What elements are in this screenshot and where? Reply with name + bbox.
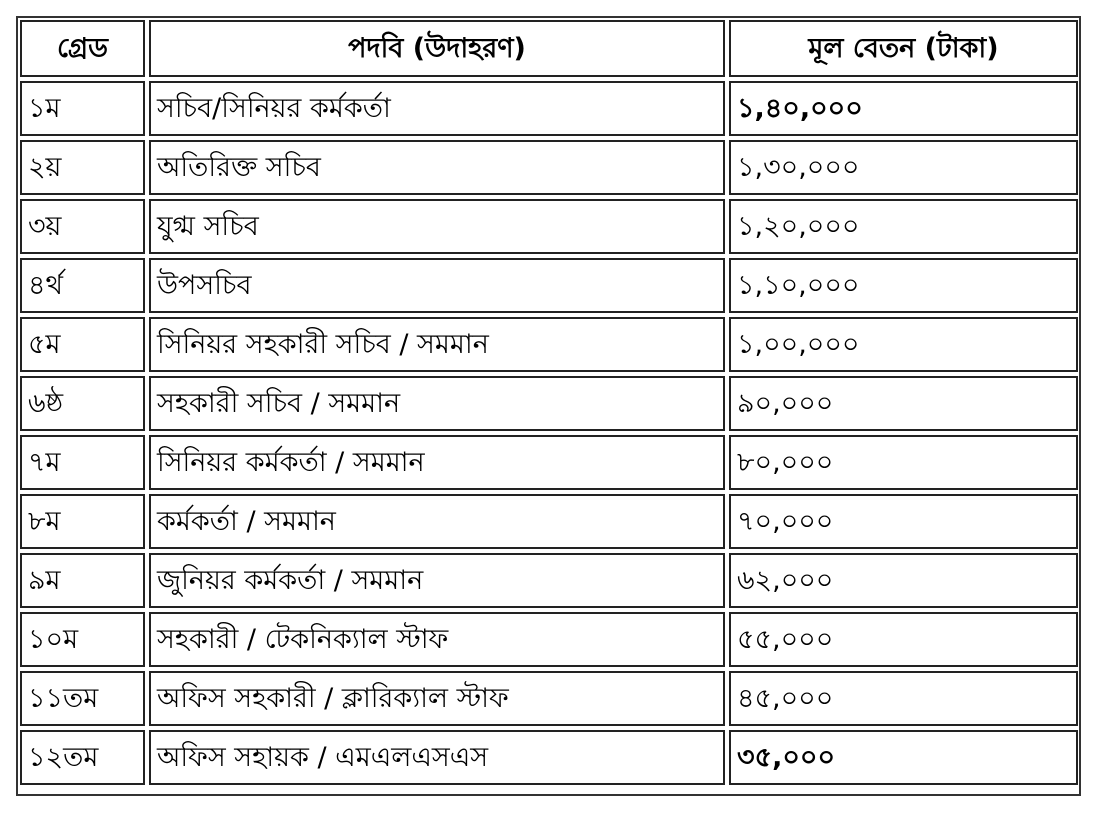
row-7-salary-cell: ৮০,০০০ — [729, 435, 1078, 490]
row-10-title-cell: সহকারী / টেকনিক্যাল স্টাফ — [149, 612, 725, 667]
row-1-title-cell: সচিব/সিনিয়র কর্মকর্তা — [149, 81, 725, 136]
header-grade: গ্রেড — [20, 20, 145, 77]
row-5-salary-cell: ১,০০,০০০ — [729, 317, 1078, 372]
row-11-title-cell: অফিস সহকারী / ক্লারিক্যাল স্টাফ — [149, 671, 725, 726]
row-8-title-cell: কর্মকর্তা / সমমান — [149, 494, 725, 549]
row-6-salary-cell: ৯০,০০০ — [729, 376, 1078, 431]
row-1-salary-cell: ১,৪০,০০০ — [729, 81, 1078, 136]
row-3-title-cell: যুগ্ম সচিব — [149, 199, 725, 254]
row-12-title-cell: অফিস সহায়ক / এমএলএসএস — [149, 730, 725, 785]
row-6-grade-cell: ৬ষ্ঠ — [20, 376, 145, 431]
row-9-title-cell: জুনিয়র কর্মকর্তা / সমমান — [149, 553, 725, 608]
row-6-title-cell: সহকারী সচিব / সমমান — [149, 376, 725, 431]
row-2-grade-cell: ২য় — [20, 140, 145, 195]
row-7-title-cell: সিনিয়র কর্মকর্তা / সমমান — [149, 435, 725, 490]
row-4-salary-cell: ১,১০,০০০ — [729, 258, 1078, 313]
row-9-salary-cell: ৬২,০০০ — [729, 553, 1078, 608]
salary-grade-table — [20, 20, 1078, 793]
row-12-salary-cell: ৩৫,০০০ — [729, 730, 1078, 785]
row-3-salary-cell: ১,২০,০০০ — [729, 199, 1078, 254]
header-salary: মূল বেতন (টাকা) — [729, 20, 1078, 77]
row-7-grade-cell: ৭ম — [20, 435, 145, 490]
row-4-grade-cell: ৪র্থ — [20, 258, 145, 313]
row-2-title-cell: অতিরিক্ত সচিব — [149, 140, 725, 195]
row-9-grade-cell: ৯ম — [20, 553, 145, 608]
row-11-salary-cell: ৪৫,০০০ — [729, 671, 1078, 726]
header-title: পদবি (উদাহরণ) — [149, 20, 725, 77]
row-5-grade-cell: ৫ম — [20, 317, 145, 372]
row-1-grade-cell: ১ম — [20, 81, 145, 136]
row-11-grade-cell: ১১তম — [20, 671, 145, 726]
row-10-grade-cell: ১০ম — [20, 612, 145, 667]
row-4-title-cell: উপসচিব — [149, 258, 725, 313]
row-2-salary-cell: ১,৩০,০০০ — [729, 140, 1078, 195]
row-8-grade-cell: ৮ম — [20, 494, 145, 549]
row-3-grade-cell: ৩য় — [20, 199, 145, 254]
row-8-salary-cell: ৭০,০০০ — [729, 494, 1078, 549]
row-12-grade-cell: ১২তম — [20, 730, 145, 785]
row-5-title-cell: সিনিয়র সহকারী সচিব / সমমান — [149, 317, 725, 372]
row-10-salary-cell: ৫৫,০০০ — [729, 612, 1078, 667]
